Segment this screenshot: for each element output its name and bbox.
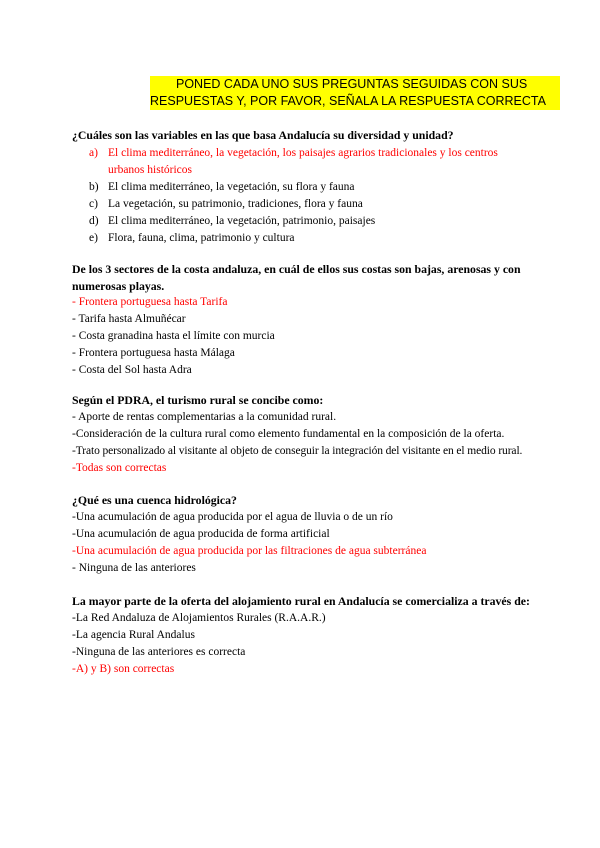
question-2-title: De los 3 sectores de la costa andaluza, en cuál de ellos sus costas son bajas, arenosas y con numerosas playas. — [72, 262, 521, 293]
answer-4-4: - Ninguna de las anteriores — [72, 561, 196, 574]
question-4-title: ¿Qué es una cuenca hidrológica? — [72, 493, 237, 507]
answer-text: El clima mediterráneo, la vegetación, su flora y fauna — [108, 180, 355, 193]
question-1 — [72, 127, 542, 247]
answer-letter: b) — [89, 180, 99, 193]
answer-1c — [72, 196, 542, 213]
answer-text: La vegetación, su patrimonio, tradiciones, flora y fauna — [108, 197, 363, 210]
heading-line-2: RESPUESTAS Y, POR FAVOR, SEÑALA LA RESPUESTA CORRECTA — [150, 94, 546, 108]
answer-letter: e) — [89, 231, 98, 244]
answer-3-3: -Trato personalizado al visitante al objeto de conseguir la integración del visitante en el medio rural. — [72, 444, 523, 457]
question-4 — [72, 492, 542, 577]
answer-5-1: -La Red Andaluza de Alojamientos Rurales (R.A.A.R.) — [72, 611, 326, 624]
answer-letter: a) — [89, 146, 98, 159]
question-5-title: La mayor parte de la oferta del alojamiento rural en Andalucía se comercializa a través de: — [72, 594, 530, 608]
question-3-title: Según el PDRA, el turismo rural se concibe como: — [72, 393, 324, 407]
answer-text: El clima mediterráneo, la vegetación, los paisajes agrarios tradicionales y los centros urbanos históricos — [108, 146, 498, 176]
answer-4-1: -Una acumulación de agua producida por el agua de lluvia o de un río — [72, 510, 393, 523]
answer-4-3: -Una acumulación de agua producida por las filtraciones de agua subterránea — [72, 544, 427, 557]
answer-2-3: - Costa granadina hasta el límite con murcia — [72, 330, 275, 342]
question-1-title: ¿Cuáles son las variables en las que basa Andalucía su diversidad y unidad? — [72, 128, 454, 142]
instructions-heading — [150, 76, 560, 110]
answer-1d — [72, 213, 542, 230]
answer-letter: d) — [89, 214, 99, 227]
answer-2-2: - Tarifa hasta Almuñécar — [72, 313, 186, 325]
answer-2-4: - Frontera portuguesa hasta Málaga — [72, 347, 235, 359]
heading-line-1: PONED CADA UNO SUS PREGUNTAS SEGUIDAS CON SUS — [176, 77, 528, 91]
answer-text: Flora, fauna, clima, patrimonio y cultura — [108, 231, 295, 244]
answer-1b — [72, 179, 542, 196]
answer-5-4: -A) y B) son correctas — [72, 662, 175, 675]
answer-5-3: -Ninguna de las anteriores es correcta — [72, 645, 246, 658]
answer-3-2: -Consideración de la cultura rural como elemento fundamental en la composición de la oferta. — [72, 427, 505, 440]
answer-1e — [72, 230, 542, 247]
answer-4-2: -Una acumulación de agua producida de forma artificial — [72, 527, 330, 540]
answer-1a — [72, 145, 542, 179]
question-5 — [72, 593, 542, 678]
question-3 — [72, 392, 542, 477]
answer-3-4: -Todas son correctas — [72, 461, 167, 474]
answer-3-1: - Aporte de rentas complementarias a la comunidad rural. — [72, 410, 337, 423]
question-1-answers — [72, 145, 542, 247]
answer-letter: c) — [89, 197, 98, 210]
question-2 — [72, 261, 542, 379]
answer-2-1: - Frontera portuguesa hasta Tarifa — [72, 296, 228, 308]
answer-5-2: -La agencia Rural Andalus — [72, 628, 195, 641]
answer-text: El clima mediterráneo, la vegetación, patrimonio, paisajes — [108, 214, 376, 227]
answer-2-5: - Costa del Sol hasta Adra — [72, 364, 192, 376]
